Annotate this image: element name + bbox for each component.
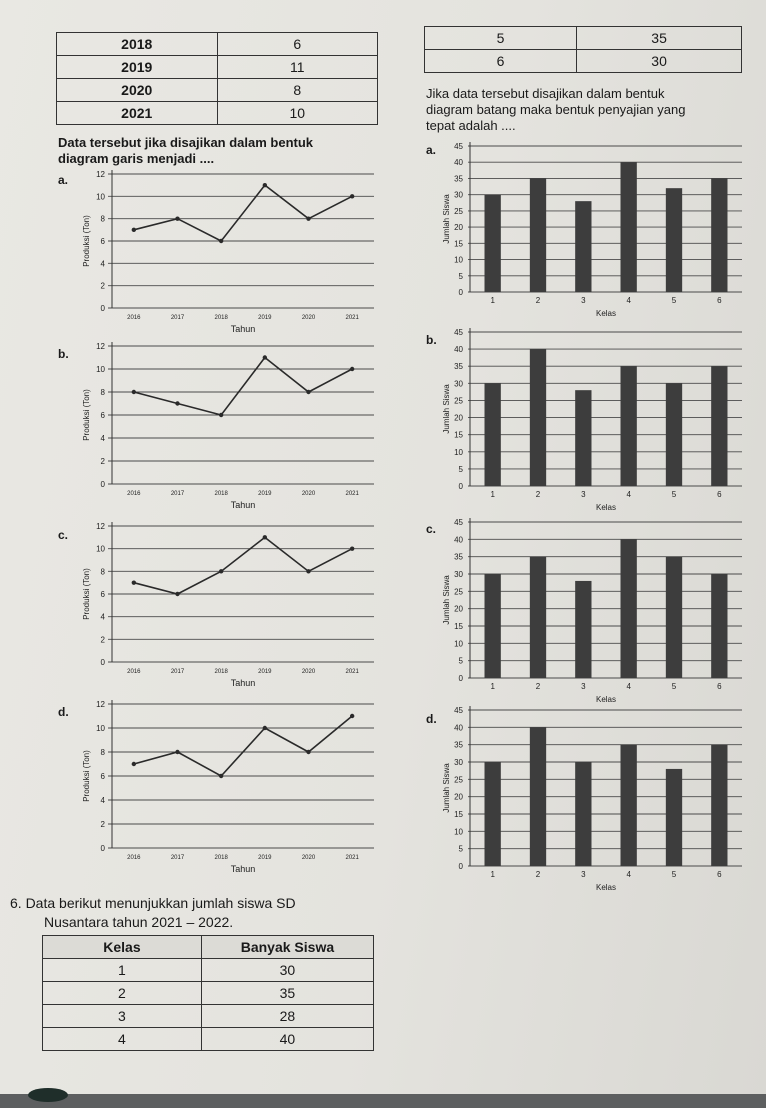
x-tick-label: 2017 [170, 669, 185, 675]
table-cell: 11 [217, 56, 378, 79]
table-cell: 28 [201, 1005, 373, 1028]
table-cell: 3 [43, 1005, 202, 1028]
data-point [350, 546, 354, 550]
x-tick-label: 5 [671, 682, 677, 691]
year-production-table [56, 32, 378, 125]
data-point [132, 390, 136, 394]
y-tick-label: 5 [458, 844, 463, 854]
x-tick-label: 3 [581, 296, 586, 305]
y-tick-label: 40 [454, 158, 463, 168]
x-tick-label: 2019 [258, 491, 272, 497]
y-tick-label: 35 [454, 552, 463, 562]
y-axis-label: Produksi (Ton) [82, 389, 91, 441]
prompt-line: Data tersebut jika disajikan dalam bentuk [58, 135, 314, 150]
table-row [57, 33, 378, 56]
data-point [263, 355, 267, 359]
y-tick-label: 35 [454, 174, 463, 184]
bar [666, 557, 682, 678]
question-prompt-line-chart [58, 135, 313, 167]
bar [485, 383, 501, 486]
x-axis-label: Kelas [595, 309, 617, 318]
x-tick-label: 2021 [345, 855, 359, 861]
y-tick-label: 10 [96, 192, 105, 202]
table-cell: 40 [201, 1028, 373, 1051]
data-point [350, 367, 354, 371]
y-tick-label: 15 [454, 430, 463, 440]
x-tick-label: 4 [626, 296, 631, 305]
y-tick-label: 2 [100, 820, 105, 829]
x-tick-label: 4 [626, 490, 631, 499]
data-point [306, 750, 310, 754]
bar [711, 178, 727, 292]
prompt-line: tepat adalah .... [426, 118, 516, 133]
x-tick-label: 3 [581, 870, 586, 879]
table-row [57, 56, 378, 79]
line-chart-option-c [78, 520, 378, 698]
question-6-line: 6. Data berikut menunjukkan jumlah siswa SD [10, 895, 296, 911]
table-cell: 5 [425, 27, 577, 50]
x-tick-label: 6 [717, 296, 722, 305]
y-tick-label: 0 [458, 674, 463, 683]
class-student-table-top [424, 26, 742, 73]
y-axis-label: Produksi (Ton) [82, 568, 91, 620]
data-line [134, 537, 352, 594]
x-tick-label: 2021 [345, 491, 359, 497]
y-tick-label: 10 [454, 255, 463, 265]
prompt-line: Jika data tersebut disajikan dalam bentuk [426, 86, 665, 101]
question-6 [10, 894, 296, 932]
data-line [134, 185, 352, 241]
table-row [43, 959, 374, 982]
y-tick-label: 20 [454, 792, 463, 802]
column-header-banyak-siswa: Banyak Siswa [201, 936, 373, 959]
x-tick-label: 1 [490, 296, 495, 305]
x-tick-label: 2016 [127, 669, 141, 675]
y-tick-label: 12 [96, 170, 105, 179]
table-row [425, 50, 742, 73]
y-tick-label: 20 [454, 604, 463, 614]
y-tick-label: 6 [100, 590, 105, 599]
class-student-table [42, 935, 374, 1051]
y-tick-label: 35 [454, 740, 463, 750]
y-tick-label: 10 [454, 447, 463, 457]
table-cell: 1 [43, 959, 202, 982]
y-tick-label: 40 [454, 535, 463, 545]
data-point [306, 390, 310, 394]
x-tick-label: 1 [490, 870, 495, 879]
x-axis-label: Tahun [230, 678, 256, 688]
x-tick-label: 2020 [301, 315, 316, 321]
y-axis-label: Produksi (Ton) [82, 215, 91, 267]
y-tick-label: 2 [100, 281, 105, 291]
x-tick-label: 2018 [214, 315, 228, 321]
y-tick-label: 10 [96, 544, 105, 554]
table-cell: 4 [43, 1028, 202, 1051]
table-cell: 2 [43, 982, 202, 1005]
y-tick-label: 0 [100, 480, 105, 489]
table-cell: 10 [217, 102, 378, 125]
y-tick-label: 4 [100, 259, 105, 269]
x-tick-label: 1 [490, 490, 495, 499]
y-tick-label: 8 [100, 567, 105, 577]
option-d-label[interactable]: d. [426, 712, 437, 726]
x-tick-label: 2021 [345, 669, 359, 675]
option-d-label[interactable]: d. [58, 705, 69, 719]
table-cell: 2020 [57, 79, 218, 102]
data-line [134, 716, 352, 776]
bar [621, 162, 637, 292]
x-tick-label: 6 [717, 682, 722, 691]
y-tick-label: 12 [96, 700, 105, 709]
x-axis-label: Tahun [230, 324, 256, 334]
bar [711, 366, 727, 486]
bottom-object [28, 1088, 68, 1102]
y-tick-label: 35 [454, 362, 463, 372]
y-tick-label: 0 [100, 844, 105, 853]
bar [530, 557, 546, 678]
option-b-label[interactable]: b. [58, 347, 69, 361]
question-6-line: Nusantara tahun 2021 – 2022. [44, 914, 234, 930]
table-cell: 35 [577, 27, 742, 50]
y-tick-label: 25 [454, 587, 463, 597]
x-tick-label: 2019 [258, 669, 272, 675]
bar [711, 574, 727, 678]
x-tick-label: 2020 [301, 855, 316, 861]
bar-chart-option-a [440, 140, 746, 322]
table-cell: 30 [201, 959, 373, 982]
y-tick-label: 15 [454, 239, 463, 249]
table-cell: 30 [577, 50, 742, 73]
x-tick-label: 2018 [214, 855, 228, 861]
y-tick-label: 45 [454, 518, 463, 527]
y-tick-label: 20 [454, 223, 463, 233]
y-tick-label: 2 [100, 635, 105, 645]
data-point [219, 774, 223, 778]
y-tick-label: 40 [454, 345, 463, 355]
y-axis-label: Jumlah Siswa [442, 575, 451, 625]
y-tick-label: 5 [458, 464, 463, 474]
y-tick-label: 4 [100, 434, 105, 443]
y-tick-label: 8 [100, 388, 105, 397]
bar [575, 390, 591, 486]
table-cell: 6 [217, 33, 378, 56]
data-point [263, 726, 267, 730]
table-cell: 2021 [57, 102, 218, 125]
x-tick-label: 5 [671, 870, 677, 879]
data-point [132, 580, 136, 584]
x-tick-label: 2016 [127, 855, 141, 861]
x-axis-label: Tahun [230, 500, 256, 510]
bar [621, 366, 637, 486]
x-tick-label: 2 [535, 870, 541, 879]
data-point [175, 401, 179, 405]
option-a-label[interactable]: a. [58, 173, 69, 187]
table-cell: 6 [425, 50, 577, 73]
x-tick-label: 2018 [214, 669, 228, 675]
y-tick-label: 8 [100, 748, 105, 757]
table-row [57, 79, 378, 102]
y-tick-label: 12 [96, 522, 105, 531]
y-tick-label: 10 [96, 724, 105, 733]
data-line [134, 358, 352, 416]
data-point [175, 592, 179, 596]
y-tick-label: 0 [458, 482, 463, 491]
y-tick-label: 10 [454, 827, 463, 837]
y-tick-label: 10 [454, 639, 463, 649]
bar-chart-option-d [440, 704, 746, 896]
y-tick-label: 5 [458, 656, 463, 666]
x-tick-label: 2017 [170, 491, 185, 497]
x-tick-label: 2017 [170, 315, 185, 321]
x-tick-label: 2 [535, 490, 541, 499]
x-tick-label: 2016 [127, 315, 141, 321]
x-tick-label: 2021 [345, 315, 359, 321]
y-tick-label: 15 [454, 622, 463, 631]
y-axis-label: Jumlah Siswa [442, 194, 451, 244]
y-tick-label: 4 [100, 612, 105, 622]
table-cell: 2018 [57, 33, 218, 56]
x-axis-label: Tahun [230, 864, 256, 874]
line-chart-option-d [78, 698, 378, 884]
y-tick-label: 40 [454, 723, 463, 733]
table-cell: 8 [217, 79, 378, 102]
bar-chart-option-b [440, 326, 746, 516]
x-tick-label: 2019 [258, 855, 272, 861]
option-c-label[interactable]: c. [58, 528, 69, 542]
x-tick-label: 4 [626, 682, 631, 691]
y-tick-label: 0 [100, 658, 105, 667]
x-tick-label: 3 [581, 682, 586, 691]
y-tick-label: 6 [100, 237, 105, 246]
bar [530, 727, 546, 866]
data-point [219, 569, 223, 573]
y-tick-label: 30 [454, 570, 463, 579]
data-point [306, 216, 310, 220]
y-tick-label: 2 [100, 457, 105, 466]
bar [485, 574, 501, 678]
x-tick-label: 4 [626, 870, 631, 879]
y-tick-label: 6 [100, 411, 105, 420]
y-tick-label: 15 [454, 810, 463, 819]
table-row [43, 1005, 374, 1028]
data-point [219, 239, 223, 243]
y-axis-label: Jumlah Siswa [442, 384, 451, 434]
bar [666, 188, 682, 292]
data-point [132, 228, 136, 232]
option-b-label[interactable]: b. [426, 333, 437, 347]
x-tick-label: 2 [535, 296, 541, 305]
bottom-edge-bar [0, 1094, 766, 1108]
data-point [263, 535, 267, 539]
line-chart-option-b [78, 340, 378, 520]
x-tick-label: 2018 [214, 491, 228, 497]
y-tick-label: 30 [454, 758, 463, 767]
bar [530, 349, 546, 486]
option-a-label[interactable]: a. [426, 143, 437, 157]
x-tick-label: 5 [671, 490, 677, 499]
table-row [57, 102, 378, 125]
x-tick-label: 5 [671, 296, 677, 305]
x-tick-label: 1 [490, 682, 495, 691]
y-tick-label: 5 [458, 271, 463, 281]
bar [575, 762, 591, 866]
data-point [175, 216, 179, 220]
x-tick-label: 2020 [301, 669, 316, 675]
bar-chart-option-c [440, 516, 746, 708]
y-tick-label: 0 [458, 288, 463, 297]
x-tick-label: 6 [717, 870, 722, 879]
x-axis-label: Kelas [595, 695, 617, 704]
table-cell: 2019 [57, 56, 218, 79]
y-tick-label: 25 [454, 396, 463, 406]
y-tick-label: 45 [454, 142, 463, 151]
question-prompt-bar-chart [426, 86, 685, 134]
x-tick-label: 2020 [301, 491, 316, 497]
y-tick-label: 8 [100, 214, 105, 224]
bar [485, 762, 501, 866]
y-tick-label: 45 [454, 328, 463, 337]
table-cell: 35 [201, 982, 373, 1005]
table-row [425, 27, 742, 50]
x-axis-label: Kelas [595, 883, 617, 892]
y-tick-label: 4 [100, 796, 105, 805]
line-chart-option-a [78, 168, 378, 344]
x-tick-label: 3 [581, 490, 586, 499]
y-tick-label: 25 [454, 775, 463, 785]
data-point [350, 194, 354, 198]
bar [711, 745, 727, 866]
x-tick-label: 2017 [170, 855, 185, 861]
y-tick-label: 6 [100, 772, 105, 781]
bar [485, 195, 501, 292]
y-tick-label: 45 [454, 706, 463, 715]
y-tick-label: 10 [96, 365, 105, 374]
prompt-line: diagram garis menjadi .... [58, 151, 215, 166]
data-point [132, 762, 136, 766]
option-c-label[interactable]: c. [426, 522, 437, 536]
bar [575, 201, 591, 292]
data-point [350, 714, 354, 718]
y-tick-label: 12 [96, 342, 105, 351]
column-header-kelas: Kelas [43, 936, 202, 959]
y-tick-label: 25 [454, 206, 463, 216]
bar [575, 581, 591, 678]
bar [530, 178, 546, 292]
data-point [306, 569, 310, 573]
y-tick-label: 30 [454, 379, 463, 389]
data-point [219, 413, 223, 417]
y-tick-label: 0 [458, 862, 463, 871]
y-tick-label: 0 [100, 304, 105, 313]
y-tick-label: 30 [454, 190, 463, 200]
x-tick-label: 2016 [127, 491, 141, 497]
table-header-row [43, 936, 374, 959]
y-axis-label: Jumlah Siswa [442, 763, 451, 813]
bar [621, 539, 637, 678]
data-point [175, 750, 179, 754]
x-tick-label: 2 [535, 682, 541, 691]
table-row [43, 1028, 374, 1051]
table-row [43, 982, 374, 1005]
prompt-line: diagram batang maka bentuk penyajian yang [426, 102, 686, 117]
x-tick-label: 6 [717, 490, 722, 499]
data-point [263, 183, 267, 187]
y-axis-label: Produksi (Ton) [82, 750, 91, 802]
x-axis-label: Kelas [595, 503, 617, 512]
y-tick-label: 20 [454, 413, 463, 423]
x-tick-label: 2019 [258, 315, 272, 321]
bar [666, 769, 682, 866]
bar [666, 383, 682, 486]
bar [621, 745, 637, 866]
